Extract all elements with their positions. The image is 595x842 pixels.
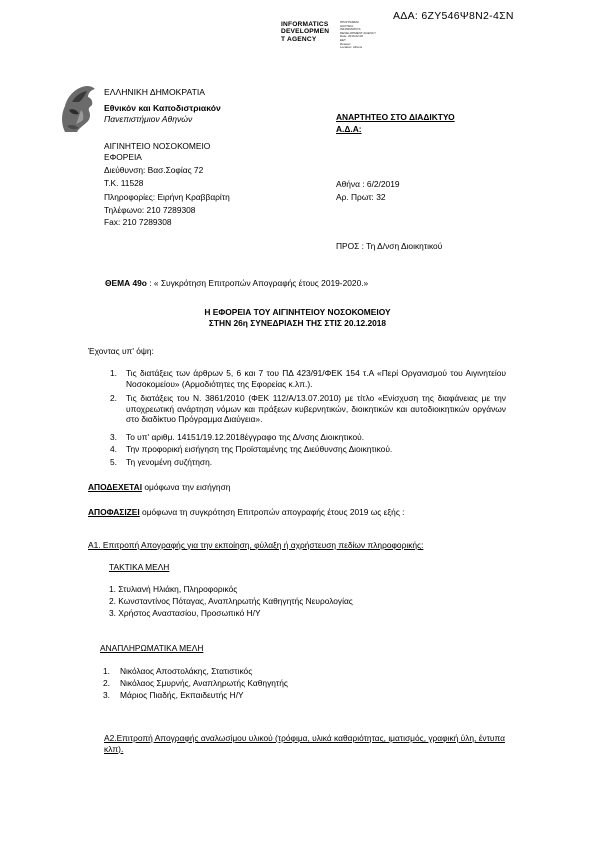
having-seen-label: Έχοντας υπ' όψη: <box>88 346 154 356</box>
alternate-member: Νικόλαος Αποστολάκης, Στατιστικός <box>120 666 253 676</box>
ida-small-line: INFORMATICS <box>340 27 361 32</box>
alternate-members-label: ΑΝΑΠΛΗΡΩΜΑΤΙΚΑ ΜΕΛΗ <box>100 643 204 653</box>
ada-reference: ΑΔΑ: 6ΖΥ546Ψ8Ν2-4ΣΝ <box>393 10 514 22</box>
consideration-text: Τις διατάξεις των άρθρων 5, 6 και 7 του ΠΔ 423/91/ΦΕΚ 154 τ.Α «Περί Οργανισμού του Αιγινητείου Νοσοκομείου» (Αρμοδιότητες της Εφορείας κ.λπ.). <box>126 368 506 389</box>
posted-online-label: ΑΝΑΡΤΗΤΕΟ ΣΤΟ ΔΙΑΔΙΚΤΥΟ <box>336 112 455 122</box>
ida-small-line: Location: Athens <box>340 45 363 50</box>
university-name: Εθνικόν και Καποδιστριακόν <box>104 103 221 113</box>
subject-line <box>105 278 368 288</box>
postcode: Τ.Κ. 11528 <box>104 178 144 188</box>
ida-line-1: INFORMATICS <box>281 21 329 28</box>
recipient: ΠΡΟΣ : Τη Δ/νση Διοικητικού <box>336 241 443 251</box>
consideration-text: Τη γενομένη συζήτηση. <box>126 457 213 467</box>
ida-small-line: EET <box>340 37 346 42</box>
board-name: ΕΦΟΡΕΙΑ <box>104 152 142 162</box>
information-contact: Πληροφορίες: Ειρήνη Κραββαρίτη <box>104 192 230 202</box>
consideration-number: 1. <box>110 368 117 378</box>
accepts-text: ομόφωνα την εισήγηση <box>144 482 231 492</box>
consideration-number: 4. <box>110 444 117 454</box>
document-date: Αθήνα : 6/2/2019 <box>336 179 400 189</box>
consideration-text: Το υπ' αριθμ. 14151/19.12.2018έγγραφο της Δ/νσης Διοικητικού. <box>126 432 365 442</box>
decides-line <box>88 507 405 517</box>
regular-member: 3. Χρήστος Αναστασίου, Προσωπικό Η/Υ <box>109 608 261 618</box>
heading-line-1: Η ΕΦΟΡΕΙΑ ΤΟΥ ΑΙΓΙΝΗΤΕΙΟΥ ΝΟΣΟΚΟΜΕΙΟΥ <box>204 307 391 317</box>
ida-line-3: T AGENCY <box>281 35 317 43</box>
alternate-member-number: 3. <box>103 690 110 700</box>
alternate-member: Νικόλαος Σμυρνής, Αναπληρωτής Καθηγητής <box>120 678 288 688</box>
alternate-member: Μάριος Πιαδής, Εκπαιδευτής Η/Υ <box>120 690 244 700</box>
ida-small-line: ΠΡΟΓΡΑΜΜΑ <box>340 20 359 24</box>
alternate-member-number: 1. <box>103 666 110 676</box>
protocol-number: Αρ. Πρωτ: 32 <box>336 192 386 202</box>
ida-small-line: Date: 2019.02.06 <box>340 34 364 39</box>
committee-a2-title: Α2.Επιτροπή Απογραφής αναλωσίμου υλικού (τρόφιμα, υλικά καθαριότητας, ιματισμός, γραφική ύλη, έντυπα κλπ). <box>104 733 505 754</box>
subject-label: ΘΕΜΑ 49ο <box>105 278 147 288</box>
accepts-label: ΑΠΟΔΕΧΕΤΑΙ <box>88 482 143 492</box>
committee-a1-title: Α1. Επιτροπή Απογραφής για την εκποίηση, φύλαξη ή αχρήστευση πεδίων πληροφορικής: <box>88 540 424 550</box>
heading-line-2: ΣΤΗΝ 26η ΣΥΝΕΔΡΙΑΣΗ ΤΗΣ ΣΤΙΣ 20.12.2018 <box>208 318 387 328</box>
phone: Τηλέφωνο: 210 7289308 <box>104 205 196 215</box>
regular-members-label: ΤΑΚΤΙΚΑ ΜΕΛΗ <box>109 562 170 572</box>
ida-small-line: DEVELOPMENT AGENCY <box>340 30 376 35</box>
consideration-text: Την προφορική εισήγηση της Προϊσταμένης της Διεύθυνσης Διοικητικού. <box>126 444 393 454</box>
hospital-name: ΑΙΓΙΝΗΤΕΙΟ ΝΟΣΟΚΟΜΕΙΟ <box>104 141 211 151</box>
consideration-number: 3. <box>110 432 117 442</box>
ida-small-line: ΔΙΑΥΓΕΙΑ <box>340 23 354 28</box>
decides-text: ομόφωνα τη συγκρότηση Επιτροπών απογραφής έτους 2019 ως εξής : <box>142 507 405 517</box>
regular-member: 1. Στυλιανή Ηλιάκη, Πληροφορικός <box>109 584 238 594</box>
subject-text: : « Συγκρότηση Επιτροπών Απογραφής έτους 2019-2020.» <box>149 278 369 288</box>
republic-label: ΕΛΛΗΝΙΚΗ ΔΗΜΟΚΡΑΤΙΑ <box>104 87 205 97</box>
regular-member: 2. Κωνσταντίνος Πόταγας, Αναπληρωτής Καθηγητής Νευρολογίας <box>109 596 353 606</box>
ada-label: Α.Δ.Α: <box>336 124 362 134</box>
university-name-2: Πανεπιστήμιον Αθηνών <box>104 114 193 124</box>
alternate-member-number: 2. <box>103 678 110 688</box>
consideration-number: 2. <box>110 393 117 403</box>
consideration-text: Τις διατάξεις του Ν. 3861/2010 (ΦΕΚ 112/Α/13.07.2010) με τίτλο «Ενίσχυση της διαφάνειας με την υποχρεωτική ανάρτηση νόμων και πράξεων κυβερνητικών, διοικητικών και αυτοδιοικητικών οργάνων στο διαδίκτυο Πρόγραμμα Διαύγεια». <box>126 393 506 424</box>
fax: Fax: 210 7289308 <box>104 217 172 227</box>
consideration-number: 5. <box>110 457 117 467</box>
ida-stamp-details <box>340 21 376 50</box>
address: Διεύθυνση: Βασ.Σοφίας 72 <box>104 165 204 175</box>
ida-line-2: DEVELOPMEN <box>281 28 330 36</box>
ida-stamp-title <box>281 21 329 43</box>
accepts-line <box>88 482 230 492</box>
ida-small-line: Reason: <box>340 41 352 46</box>
athena-emblem-icon <box>55 80 101 136</box>
decides-label: ΑΠΟΦΑΣΙΖΕΙ <box>88 507 140 517</box>
